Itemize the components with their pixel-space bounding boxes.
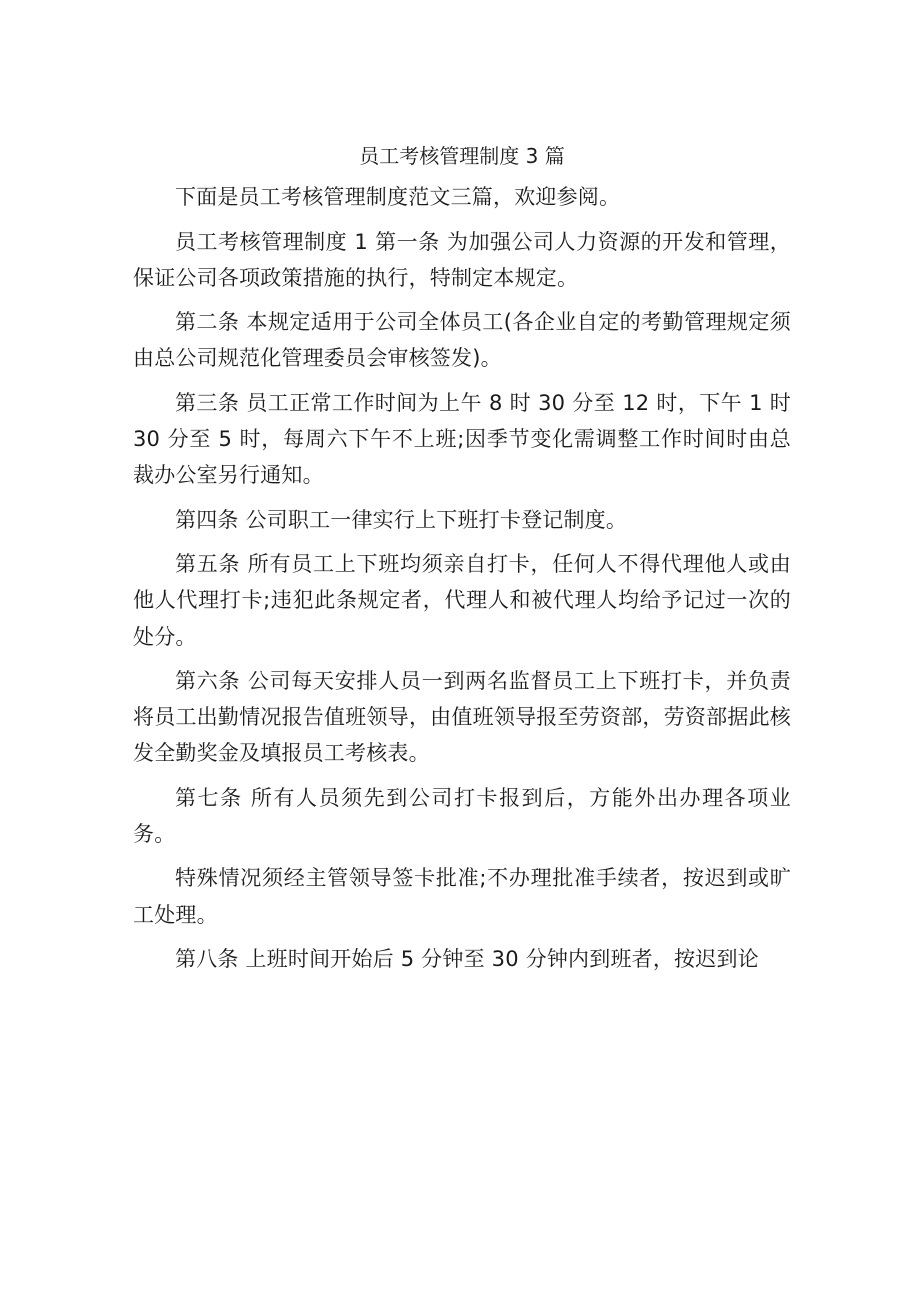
paragraph-article-2: 第二条 本规定适用于公司全体员工(各企业自定的考勤管理规定须由总公司规范化管理委员会审核签发)。 <box>133 310 791 371</box>
paragraph-article-1: 员工考核管理制度 1 第一条 为加强公司人力资源的开发和管理，保证公司各项政策措施的执行，特制定本规定。 <box>133 229 791 290</box>
paragraph-intro: 下面是员工考核管理制度范文三篇，欢迎参阅。 <box>175 185 621 210</box>
document-title: 员工考核管理制度 3 篇 <box>359 144 565 168</box>
paragraph-article-6: 第六条 公司每天安排人员一到两名监督员工上下班打卡，并负责将员工出勤情况报告值班领导，由值班领导报至劳资部，劳资部据此核发全勤奖金及填报员工考核表。 <box>133 668 791 766</box>
paragraph-article-4: 第四条 公司职工一律实行上下班打卡登记制度。 <box>175 507 628 532</box>
paragraph-article-7: 第七条 所有人员须先到公司打卡报到后，方能外出办理各项业务。 <box>133 785 791 847</box>
paragraph-article-3: 第三条 员工正常工作时间为上午 8 时 30 分至 12 时，下午 1 时 30 分至 5 时，每周六下午不上班;因季节变化需调整工作时间时由总裁办公室另行通知。 <box>133 390 791 488</box>
document-body <box>133 138 791 985</box>
paragraph-article-5: 第五条 所有员工上下班均须亲自打卡，任何人不得代理他人或由他人代理打卡;违犯此条规定者，代理人和被代理人均给予记过一次的处分。 <box>133 551 791 649</box>
paragraph-article-8: 第八条 上班时间开始后 5 分钟至 30 分钟内到班者，按迟到论 <box>175 946 759 971</box>
paragraph-special-cases: 特殊情况须经主管领导签卡批准;不办理批准手续者，按迟到或旷工处理。 <box>133 866 791 927</box>
